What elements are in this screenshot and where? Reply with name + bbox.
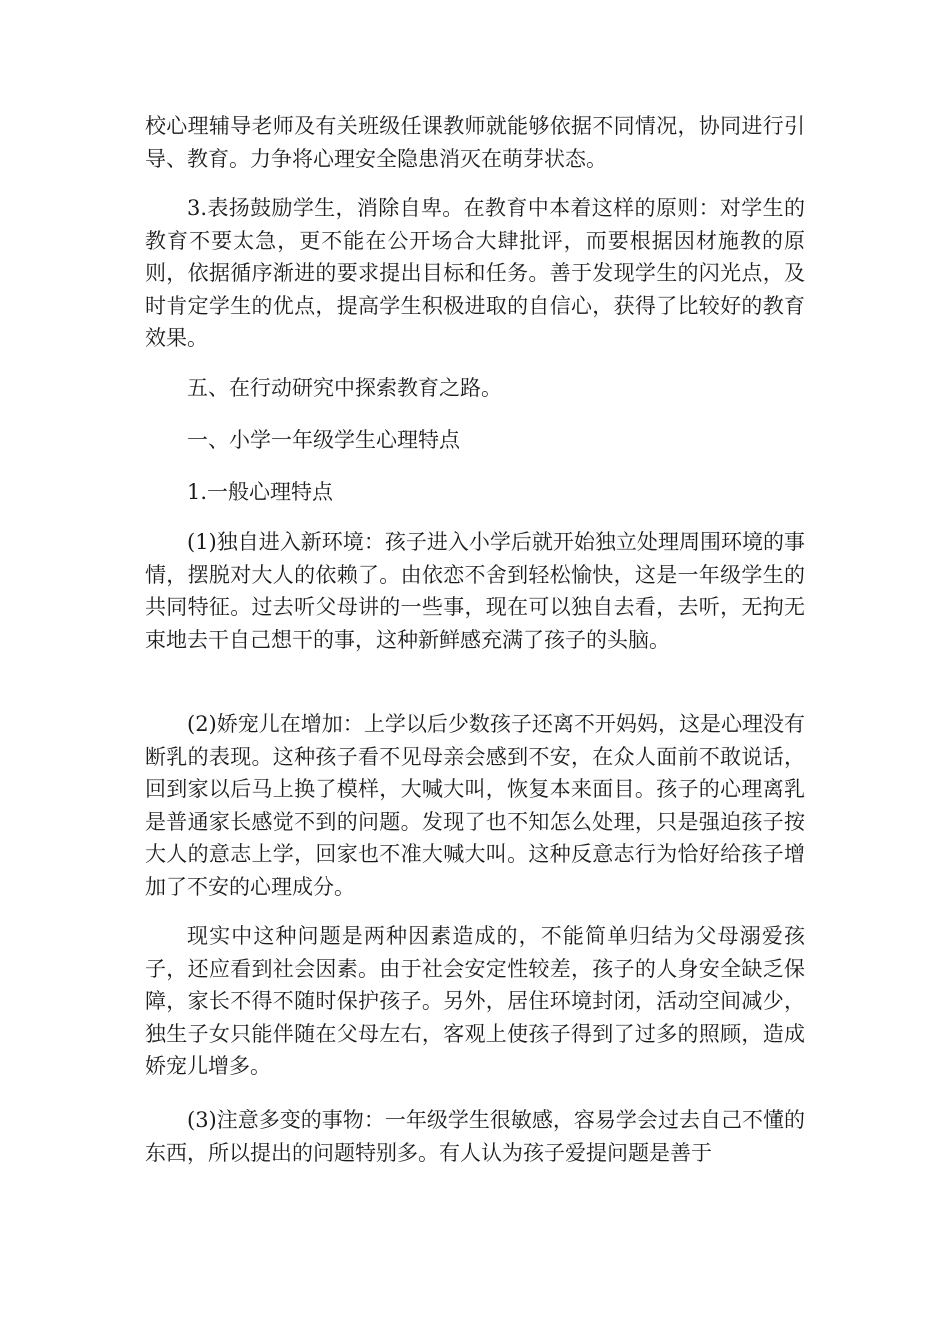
paragraph-point-2: (2)娇宠儿在增加：上学以后少数孩子还离不开妈妈，这是心理没有断乳的表现。这种孩子看不见母亲会感到不安，在众人面前不敢说话，回到家以后马上换了模样，大喊大叫，恢复本来面目。孩子的心理离乳是普通家长感觉不到的问题。发现了也不知怎么处理，只是强迫孩子按大人的意志上学，回家也不准大喊大叫。这种反意志行为恰好给孩子增加了不安的心理成分。 bbox=[145, 712, 805, 899]
section-heading-5: 五、在行动研究中探索教育之路。 bbox=[187, 376, 502, 400]
subsection-heading: 1.一般心理特点 bbox=[187, 480, 334, 504]
paragraph-social-factors: 现实中这种问题是两种因素造成的，不能简单归结为父母溺爱孩子，还应看到社会因素。由于社会安定性较差，孩子的人身安全缺乏保障，家长不得不随时保护孩子。另外，居住环境封闭，活动空间减少，独生子女只能伴随在父母左右，客观上使孩子得到了过多的照顾，造成娇宠儿增多。 bbox=[145, 924, 805, 1078]
paragraph-continuation: 校心理辅导老师及有关班级任课教师就能够依据不同情况，协同进行引导、教育。力争将心理安全隐患消灭在萌芽状态。 bbox=[145, 114, 805, 171]
paragraph-point-3: (3)注意多变的事物：一年级学生很敏感，容易学会过去自己不懂的东西，所以提出的问题特别多。有人认为孩子爱提问题是善于 bbox=[145, 1108, 805, 1165]
paragraph-item-3: 3.表扬鼓励学生，消除自卑。在教育中本着这样的原则：对学生的教育不要太急，更不能在公开场合大肆批评，而要根据因材施教的原则，依据循序渐进的要求提出目标和任务。善于发现学生的闪光点，及时肯定学生的优点，提高学生积极进取的自信心，获得了比较好的教育效果。 bbox=[145, 196, 805, 350]
section-heading-1: 一、小学一年级学生心理特点 bbox=[187, 428, 460, 452]
paragraph-point-1: (1)独自进入新环境：孩子进入小学后就开始独立处理周围环境的事情，摆脱对大人的依赖了。由依恋不舍到轻松愉快，这是一年级学生的共同特征。过去听父母讲的一些事，现在可以独自去看，去听，无拘无束地去干自己想干的事，这种新鲜感充满了孩子的头脑。 bbox=[145, 530, 805, 652]
